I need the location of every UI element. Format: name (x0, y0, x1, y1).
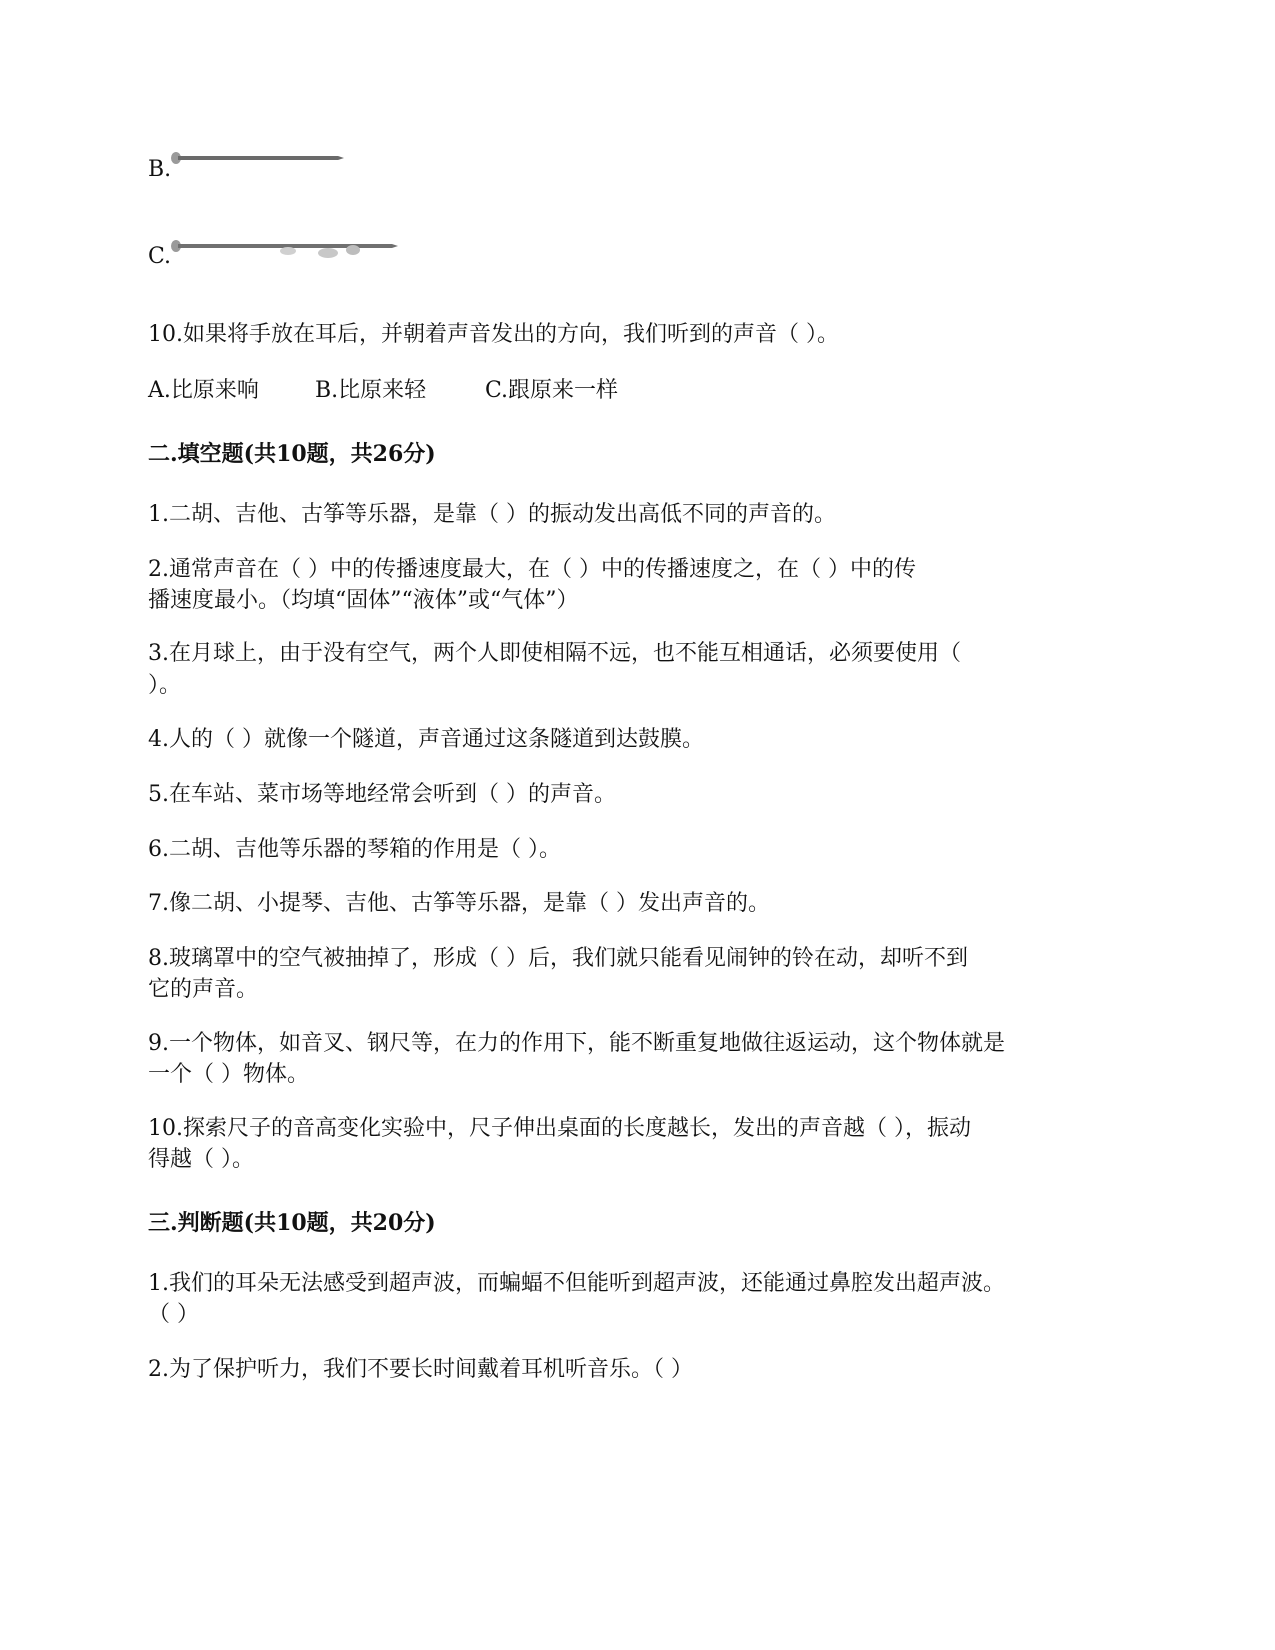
nail-image-b (168, 148, 346, 168)
fill-item-2-line-2: 播速度最小。（均填“固体”“液体”或“气体”） (148, 588, 579, 613)
section-2-heading: 二.填空题(共10题，共26分) (148, 441, 436, 467)
fill-item-10-line-1: 10.探索尺子的音高变化实验中，尺子伸出桌面的长度越长，发出的声音越（ ），振动 (148, 1116, 971, 1141)
fill-item-7: 7.像二胡、小提琴、吉他、古筝等乐器，是靠（ ）发出声音的。 (148, 891, 770, 916)
fill-item-1: 1.二胡、吉他、古筝等乐器，是靠（ ）的振动发出高低不同的声音的。 (148, 502, 836, 527)
rusty-nail-image-c (168, 236, 400, 266)
fill-item-9-line-1: 9.一个物体，如音叉、钢尺等，在力的作用下，能不断重复地做往返运动，这个物体就是 (148, 1031, 1005, 1056)
judge-item-1-line-2: （ ） (148, 1302, 199, 1327)
option-c: C.跟原来一样 (485, 378, 619, 403)
option-a: A.比原来响 (148, 378, 259, 403)
fill-item-3-line-1: 3.在月球上，由于没有空气，两个人即使相隔不远，也不能互相通话，必须要使用（ (148, 641, 961, 666)
option-c-label: C. (148, 244, 172, 269)
judge-item-2: 2.为了保护听力，我们不要长时间戴着耳机听音乐。（ ） (148, 1357, 693, 1382)
section-3-heading: 三.判断题(共10题，共20分) (148, 1210, 436, 1236)
judge-item-1-line-1: 1.我们的耳朵无法感受到超声波，而蝙蝠不但能听到超声波，还能通过鼻腔发出超声波。 (148, 1271, 1005, 1296)
fill-item-5: 5.在车站、菜市场等地经常会听到（ ）的声音。 (148, 782, 616, 807)
fill-item-9-line-2: 一个（ ）物体。 (148, 1062, 309, 1087)
fill-item-8-line-1: 8.玻璃罩中的空气被抽掉了，形成（ ）后，我们就只能看见闹钟的铃在动，却听不到 (148, 946, 968, 971)
fill-item-6: 6.二胡、吉他等乐器的琴箱的作用是（ ）。 (148, 837, 561, 862)
option-b-label: B. (148, 157, 172, 182)
fill-item-2-line-1: 2.通常声音在（ ）中的传播速度最大，在（ ）中的传播速度之，在（ ）中的传 (148, 557, 916, 582)
question-10-stem: 10.如果将手放在耳后，并朝着声音发出的方向，我们听到的声音（ ）。 (148, 322, 839, 347)
fill-item-4: 4.人的（ ）就像一个隧道，声音通过这条隧道到达鼓膜。 (148, 727, 704, 752)
fill-item-8-line-2: 它的声音。 (148, 977, 259, 1002)
fill-item-10-line-2: 得越（ ）。 (148, 1147, 254, 1172)
option-b: B.比原来轻 (315, 378, 427, 403)
fill-item-3-line-2: ）。 (148, 673, 182, 698)
